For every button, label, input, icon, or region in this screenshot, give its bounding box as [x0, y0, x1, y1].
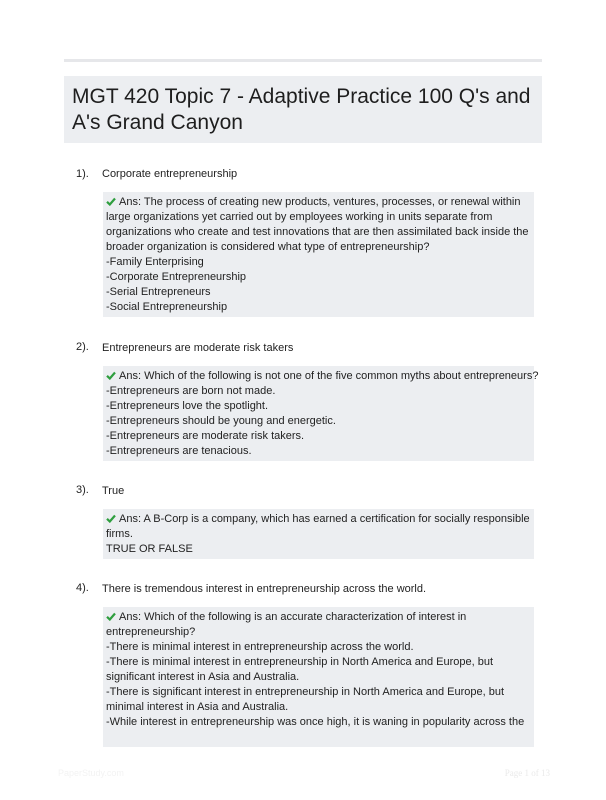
- answer-line: firms.: [106, 528, 133, 540]
- answer-line: -Entrepreneurs are tenacious.: [106, 445, 252, 457]
- footer-watermark: PaperStudy.com: [58, 768, 124, 778]
- answer-line: TRUE OR FALSE: [106, 543, 193, 555]
- answer-box: [103, 607, 534, 747]
- answer-line: -Family Enterprising: [106, 256, 204, 268]
- answer-line: large organizations yet carried out by employees working in units separate from: [106, 211, 493, 223]
- answer-line: Ans: Which of the following is an accurate characterization of interest in: [106, 610, 530, 625]
- checkmark-icon: [106, 197, 116, 206]
- answer-box: [103, 366, 539, 461]
- answer-line: -There is minimal interest in entrepreneurship across the world.: [106, 641, 414, 653]
- answer-line: -Corporate Entrepreneurship: [106, 271, 247, 283]
- answer-line: -Serial Entrepreneurs: [106, 286, 211, 298]
- answer-line: entrepreneurship?: [106, 626, 196, 638]
- answer-line: Ans: A B-Corp is a company, which has earned a certification for socially responsible: [106, 512, 530, 527]
- answer-line: Ans: Which of the following is not one of the five common myths about entrepreneurs?: [106, 369, 530, 384]
- question-prompt: Corporate entrepreneurship: [102, 168, 238, 180]
- answer-line: broader organization is considered what type of entrepreneurship?: [106, 241, 430, 253]
- answer-line: -Entrepreneurs love the spotlight.: [106, 400, 269, 412]
- question-prompt: Entrepreneurs are moderate risk takers: [102, 342, 294, 354]
- answer-line: -Entrepreneurs are moderate risk takers.: [106, 430, 305, 442]
- answer-line: Ans: The process of creating new products, ventures, processes, or renewal within: [106, 195, 530, 210]
- answer-line: significant interest in Asia and Australia.: [106, 671, 300, 683]
- checkmark-icon: [106, 612, 116, 621]
- checkmark-icon: [106, 514, 116, 523]
- question-number: 4).: [76, 582, 89, 594]
- answer-line: -Social Entrepreneurship: [106, 301, 228, 313]
- answer-line: minimal interest in Asia and Australia.: [106, 701, 289, 713]
- question-prompt: True: [102, 485, 125, 497]
- document-title: MGT 420 Topic 7 - Adaptive Practice 100 Q's and A's Grand Canyon: [72, 85, 531, 134]
- top-rule: [64, 59, 542, 62]
- title-box: [64, 76, 542, 143]
- question-number: 3).: [76, 484, 89, 496]
- page-number: Page 1 of 13: [504, 768, 550, 778]
- answer-line: -There is significant interest in entrepreneurship in North America and Europe, but: [106, 686, 505, 698]
- question-number: 1).: [76, 168, 89, 180]
- answer-line: -Entrepreneurs should be young and energetic.: [106, 415, 336, 427]
- answer-box: [103, 192, 534, 317]
- answer-line: -While interest in entrepreneurship was once high, it is waning in popularity across the: [106, 716, 525, 728]
- checkmark-icon: [106, 371, 116, 380]
- question-number: 2).: [76, 341, 89, 353]
- answer-line: -There is minimal interest in entrepreneurship in North America and Europe, but: [106, 656, 494, 668]
- answer-line: organizations who create and test innovations that are then assimilated back inside the: [106, 226, 529, 238]
- question-prompt: There is tremendous interest in entrepreneurship across the world.: [102, 583, 427, 595]
- answer-line: -Entrepreneurs are born not made.: [106, 385, 276, 397]
- answer-box: [103, 509, 534, 559]
